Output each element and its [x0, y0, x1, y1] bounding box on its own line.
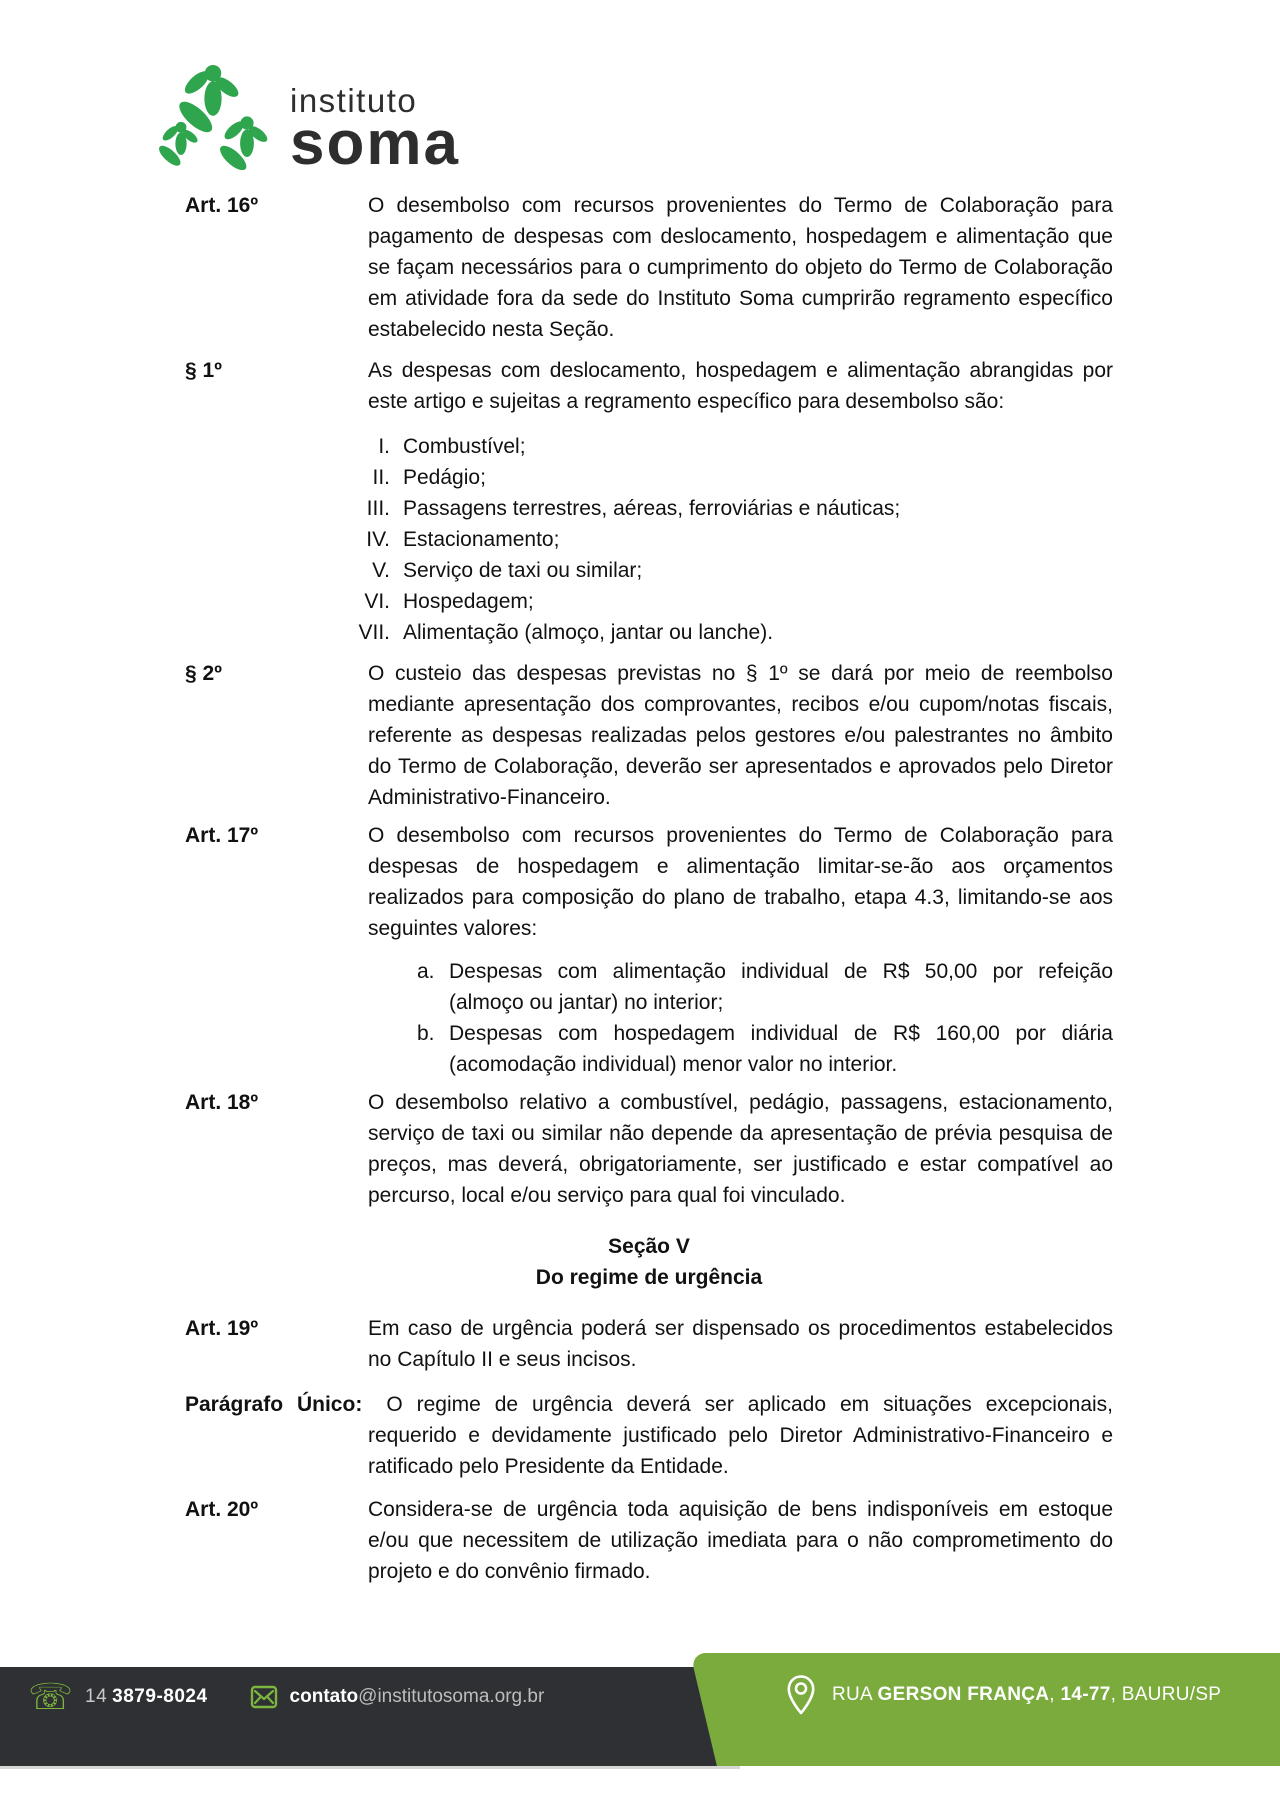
list-marker: II.: [372, 466, 390, 489]
paragraph-label: § 2º: [185, 662, 222, 685]
soma-plant-figures-icon: [158, 60, 280, 170]
list-item: [345, 431, 1113, 462]
location-pin-icon: [786, 1674, 816, 1716]
document-body: [185, 190, 1113, 1587]
article-text: O desembolso com recursos provenientes do Termo de Colaboração para despesas de hospedagem e alimentação limitar-se-ão aos orçamentos realizados para composição do plano de trabalho, etapa 4.3, limitando-se aos seguintes valores:: [368, 824, 1113, 940]
section-heading: [185, 1231, 1113, 1293]
list-item: [345, 493, 1113, 524]
email-address: contato@institutosoma.org.br: [289, 1686, 545, 1707]
logo-instituto: instituto: [290, 81, 418, 119]
article-18: [185, 1087, 1113, 1211]
list-text: Despesas com alimentação individual de R$ 50,00 por refeição (almoço ou jantar) no interior;: [449, 960, 1113, 1014]
article-19: [185, 1313, 1113, 1375]
list-text: Passagens terrestres, aéreas, ferroviárias e náuticas;: [403, 497, 901, 520]
list-marker: a.: [417, 960, 435, 983]
logo-soma: soma: [290, 108, 460, 178]
envelope-icon: [250, 1683, 278, 1711]
list-item: [417, 956, 1113, 1018]
article-20: [185, 1494, 1113, 1587]
article-label: Art. 20º: [185, 1498, 259, 1521]
footer-bottom-edge: [0, 1766, 740, 1769]
logo: [158, 60, 460, 178]
list-item: [345, 524, 1113, 555]
phone-icon: ☏: [28, 1676, 74, 1717]
footer-contact: [0, 1667, 544, 1727]
article-text: Considera-se de urgência toda aquisição de bens indisponíveis em estoque e/ou que necessitem de utilização imediata para o não comprometimento do projeto e do convênio firmado.: [368, 1498, 1113, 1583]
section-subtitle: Do regime de urgência: [535, 1266, 763, 1289]
article-text: Em caso de urgência poderá ser dispensado os procedimentos estabelecidos no Capítulo II e seus incisos.: [368, 1317, 1113, 1371]
list-text: Alimentação (almoço, jantar ou lanche).: [403, 621, 774, 644]
paragraph-2: [185, 658, 1113, 813]
list-item: [345, 617, 1113, 648]
roman-list: [345, 431, 1113, 648]
footer-address: [786, 1667, 1221, 1723]
article-16: [185, 190, 1113, 345]
list-item: [345, 586, 1113, 617]
section-title: Seção V: [608, 1235, 690, 1258]
paragraph-1: [185, 355, 1113, 417]
address-text: RUA GERSON FRANÇA, 14-77, BAURU/SP: [832, 1684, 1222, 1705]
article-text: O desembolso relativo a combustível, pedágio, passagens, estacionamento, serviço de taxi ou similar não depende da apresentação de prévia pesquisa de preços, mas deverá, obrigatoriamente, ser justificado e estar compatível ao percurso, local e/ou serviço para qual foi vinculado.: [368, 1091, 1113, 1207]
phone-number: 14 3879-8024: [85, 1686, 208, 1707]
list-item: [345, 555, 1113, 586]
paragraph-label: Parágrafo Único:: [185, 1393, 363, 1416]
paragraph-text: As despesas com deslocamento, hospedagem e alimentação abrangidas por este artigo e sujeitas a regramento específico para desembolso são:: [368, 359, 1113, 413]
list-marker: V.: [372, 559, 390, 582]
article-label: Art. 18º: [185, 1091, 259, 1114]
list-item: [345, 462, 1113, 493]
article-17: [185, 820, 1113, 944]
list-text: Estacionamento;: [403, 528, 560, 551]
list-item: [417, 1018, 1113, 1080]
list-text: Despesas com hospedagem individual de R$ 160,00 por diária (acomodação individual) menor valor no interior.: [449, 1022, 1113, 1076]
list-marker: III.: [366, 497, 390, 520]
list-marker: b.: [417, 1022, 435, 1045]
list-text: Pedágio;: [403, 466, 486, 489]
paragraph-label: § 1º: [185, 359, 222, 382]
paragrafo-unico: [185, 1389, 1113, 1482]
article-label: Art. 19º: [185, 1317, 259, 1340]
logo-wordmark: [290, 81, 460, 178]
list-text: Hospedagem;: [403, 590, 534, 613]
list-text: Serviço de taxi ou similar;: [403, 559, 643, 582]
article-label: Art. 16º: [185, 194, 259, 217]
letter-list: [417, 956, 1113, 1080]
paragraph-text: O regime de urgência deverá ser aplicado em situações excepcionais, requerido e devidamente justificado pelo Diretor Administrativo-Financeiro e ratificado pelo Presidente da Entidade.: [368, 1393, 1113, 1478]
list-marker: IV.: [366, 528, 390, 551]
list-marker: VI.: [364, 590, 390, 613]
list-marker: VII.: [358, 621, 390, 644]
paragraph-text: O custeio das despesas previstas no § 1º se dará por meio de reembolso mediante apresentação dos comprovantes, recibos e/ou cupom/notas fiscais, referente as despesas realizadas pelos gestores e/ou palestrantes no âmbito do Termo de Colaboração, deverão ser apresentados e aprovados pelo Diretor Administrativo-Financeiro.: [368, 662, 1113, 809]
article-label: Art. 17º: [185, 824, 259, 847]
list-text: Combustível;: [403, 435, 526, 458]
article-text: O desembolso com recursos provenientes do Termo de Colaboração para pagamento de despesas com deslocamento, hospedagem e alimentação que se façam necessários para o cumprimento do objeto do Termo de Colaboração em atividade fora da sede do Instituto Soma cumprirão regramento específico estabelecido nesta Seção.: [368, 194, 1113, 341]
list-marker: I.: [378, 435, 390, 458]
